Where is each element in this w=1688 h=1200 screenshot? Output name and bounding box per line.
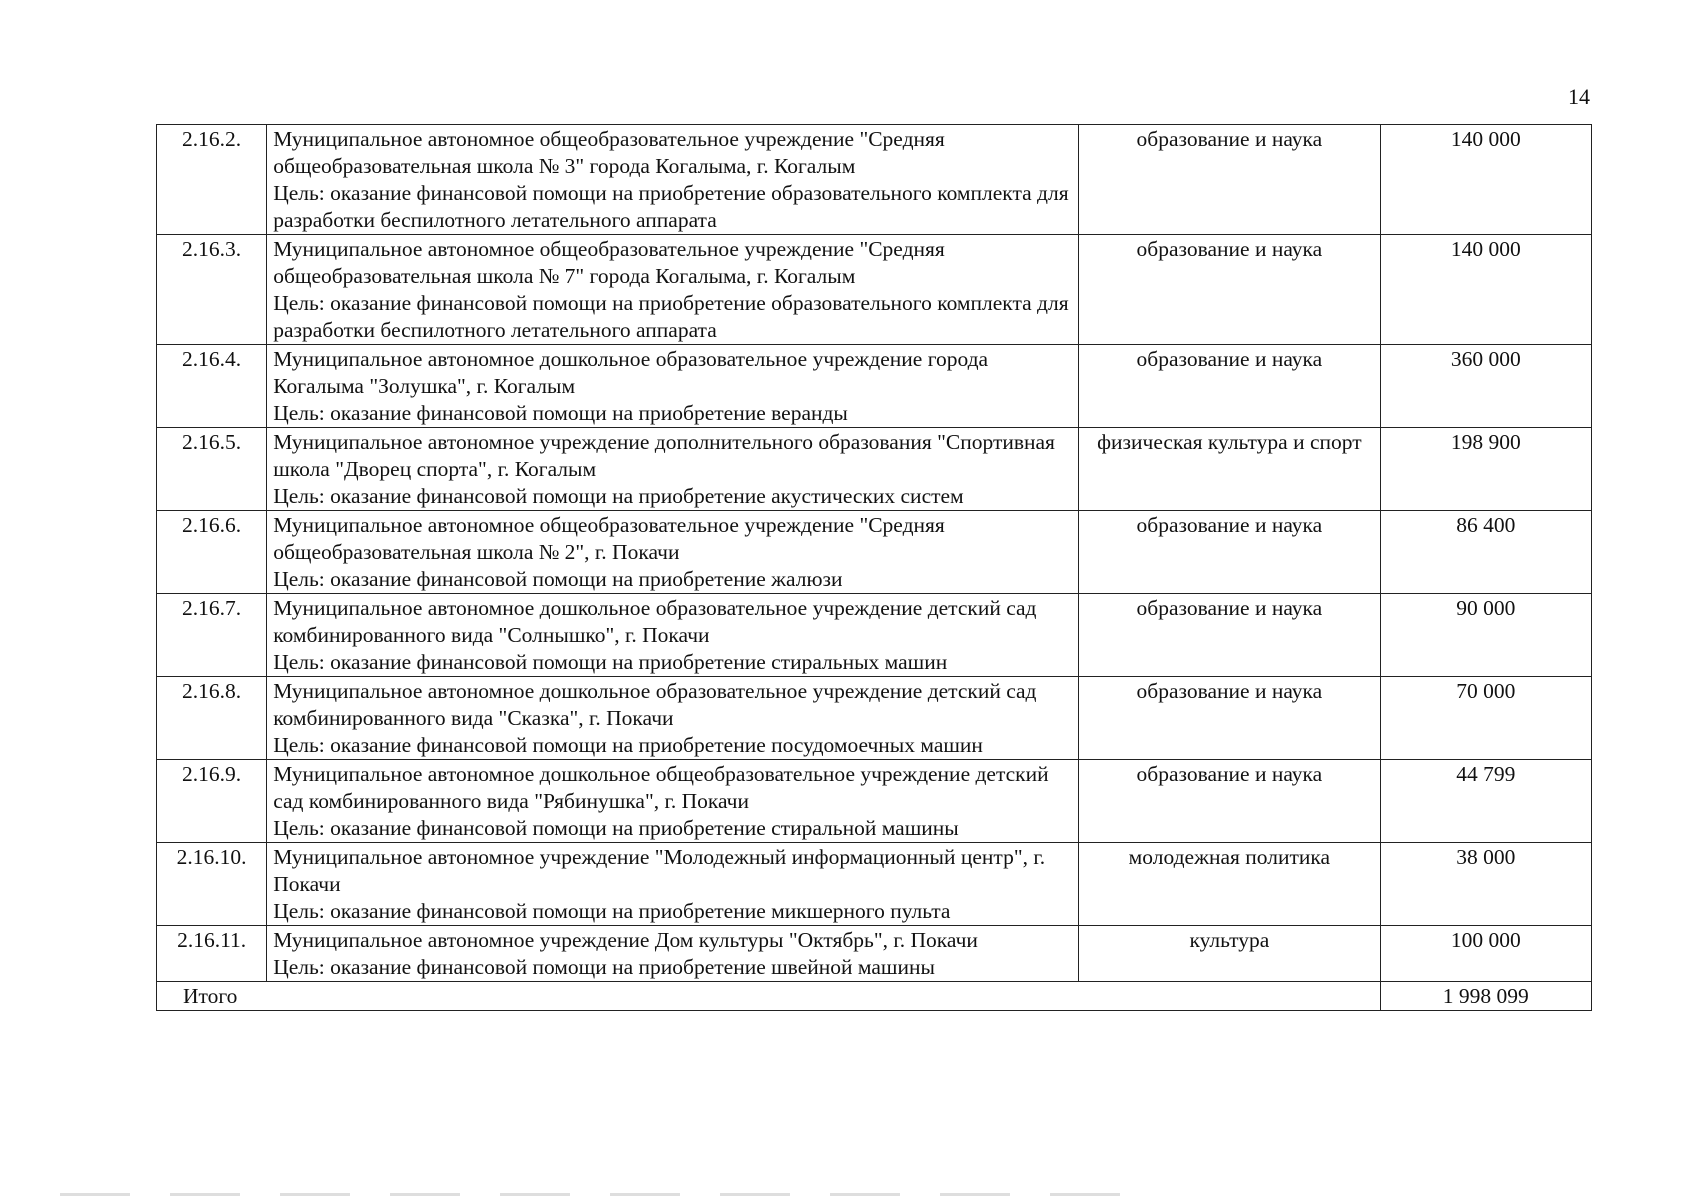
row-area: образование и наука xyxy=(1079,511,1380,594)
total-amount: 1 998 099 xyxy=(1380,982,1591,1011)
row-area: культура xyxy=(1079,926,1380,982)
row-number: 2.16.8. xyxy=(157,677,267,760)
row-description xyxy=(267,235,1079,345)
table-row xyxy=(157,511,1592,594)
purpose-text: Цель: оказание финансовой помощи на приобретение микшерного пульта xyxy=(273,899,951,923)
row-area: образование и наука xyxy=(1079,594,1380,677)
table-row xyxy=(157,760,1592,843)
row-amount: 90 000 xyxy=(1380,594,1591,677)
row-number: 2.16.7. xyxy=(157,594,267,677)
row-description xyxy=(267,125,1079,235)
row-description xyxy=(267,926,1079,982)
row-amount: 100 000 xyxy=(1380,926,1591,982)
row-number: 2.16.2. xyxy=(157,125,267,235)
row-amount: 70 000 xyxy=(1380,677,1591,760)
row-number: 2.16.5. xyxy=(157,428,267,511)
table-row xyxy=(157,594,1592,677)
row-amount: 360 000 xyxy=(1380,345,1591,428)
row-number: 2.16.6. xyxy=(157,511,267,594)
row-amount: 198 900 xyxy=(1380,428,1591,511)
row-description xyxy=(267,428,1079,511)
row-number: 2.16.4. xyxy=(157,345,267,428)
organization-name: Муниципальное автономное общеобразовательное учреждение "Средняя общеобразовательная школа № 2", г. Покачи xyxy=(273,513,945,564)
organization-name: Муниципальное автономное общеобразовательное учреждение "Средняя общеобразовательная школа № 3" города Когалыма, г. Когалым xyxy=(273,127,945,178)
row-number: 2.16.3. xyxy=(157,235,267,345)
table-row xyxy=(157,125,1592,235)
purpose-text: Цель: оказание финансовой помощи на приобретение акустических систем xyxy=(273,484,964,508)
purpose-text: Цель: оказание финансовой помощи на приобретение стиральных машин xyxy=(273,650,948,674)
organization-name: Муниципальное автономное дошкольное образовательное учреждение детский сад комбинированного вида "Сказка", г. Покачи xyxy=(273,679,1037,730)
row-amount: 38 000 xyxy=(1380,843,1591,926)
row-area: физическая культура и спорт xyxy=(1079,428,1380,511)
row-number: 2.16.11. xyxy=(157,926,267,982)
row-area: молодежная политика xyxy=(1079,843,1380,926)
row-amount: 44 799 xyxy=(1380,760,1591,843)
organization-name: Муниципальное автономное дошкольное образовательное учреждение детский сад комбинированного вида "Солнышко", г. Покачи xyxy=(273,596,1037,647)
organization-name: Муниципальное автономное дошкольное образовательное учреждение города Когалыма "Золушка", г. Когалым xyxy=(273,347,989,398)
table-row xyxy=(157,235,1592,345)
row-area: образование и наука xyxy=(1079,235,1380,345)
organization-name: Муниципальное автономное дошкольное общеобразовательное учреждение детский сад комбинированного вида "Рябинушка", г. Покачи xyxy=(273,762,1049,813)
row-number: 2.16.10. xyxy=(157,843,267,926)
table-row xyxy=(157,428,1592,511)
row-description xyxy=(267,760,1079,843)
page-number: 14 xyxy=(1568,84,1590,109)
row-number: 2.16.9. xyxy=(157,760,267,843)
purpose-text: Цель: оказание финансовой помощи на приобретение образовательного комплекта для разработки беспилотного летательного аппарата xyxy=(273,291,1069,342)
purpose-text: Цель: оказание финансовой помощи на приобретение образовательного комплекта для разработки беспилотного летательного аппарата xyxy=(273,181,1069,232)
row-area: образование и наука xyxy=(1079,125,1380,235)
table-row xyxy=(157,345,1592,428)
row-description xyxy=(267,594,1079,677)
table-body xyxy=(157,125,1592,1011)
total-row xyxy=(157,982,1592,1011)
row-area: образование и наука xyxy=(1079,760,1380,843)
row-amount: 140 000 xyxy=(1380,125,1591,235)
allocation-table xyxy=(156,124,1592,1011)
table-row xyxy=(157,843,1592,926)
row-amount: 86 400 xyxy=(1380,511,1591,594)
purpose-text: Цель: оказание финансовой помощи на приобретение веранды xyxy=(273,401,848,425)
purpose-text: Цель: оказание финансовой помощи на приобретение посудомоечных машин xyxy=(273,733,983,757)
row-area: образование и наука xyxy=(1079,677,1380,760)
row-description xyxy=(267,511,1079,594)
table-row xyxy=(157,677,1592,760)
purpose-text: Цель: оказание финансовой помощи на приобретение жалюзи xyxy=(273,567,843,591)
scan-artifact xyxy=(60,1193,1120,1196)
organization-name: Муниципальное автономное учреждение Дом культуры "Октябрь", г. Покачи xyxy=(273,928,978,952)
total-label: Итого xyxy=(157,982,1381,1011)
row-description xyxy=(267,843,1079,926)
organization-name: Муниципальное автономное учреждение "Молодежный информационный центр", г. Покачи xyxy=(273,845,1046,896)
purpose-text: Цель: оказание финансовой помощи на приобретение стиральной машины xyxy=(273,816,959,840)
row-area: образование и наука xyxy=(1079,345,1380,428)
row-description xyxy=(267,677,1079,760)
row-amount: 140 000 xyxy=(1380,235,1591,345)
organization-name: Муниципальное автономное учреждение дополнительного образования "Спортивная школа "Дворец спорта", г. Когалым xyxy=(273,430,1055,481)
table-row xyxy=(157,926,1592,982)
purpose-text: Цель: оказание финансовой помощи на приобретение швейной машины xyxy=(273,955,935,979)
organization-name: Муниципальное автономное общеобразовательное учреждение "Средняя общеобразовательная школа № 7" города Когалыма, г. Когалым xyxy=(273,237,945,288)
row-description xyxy=(267,345,1079,428)
